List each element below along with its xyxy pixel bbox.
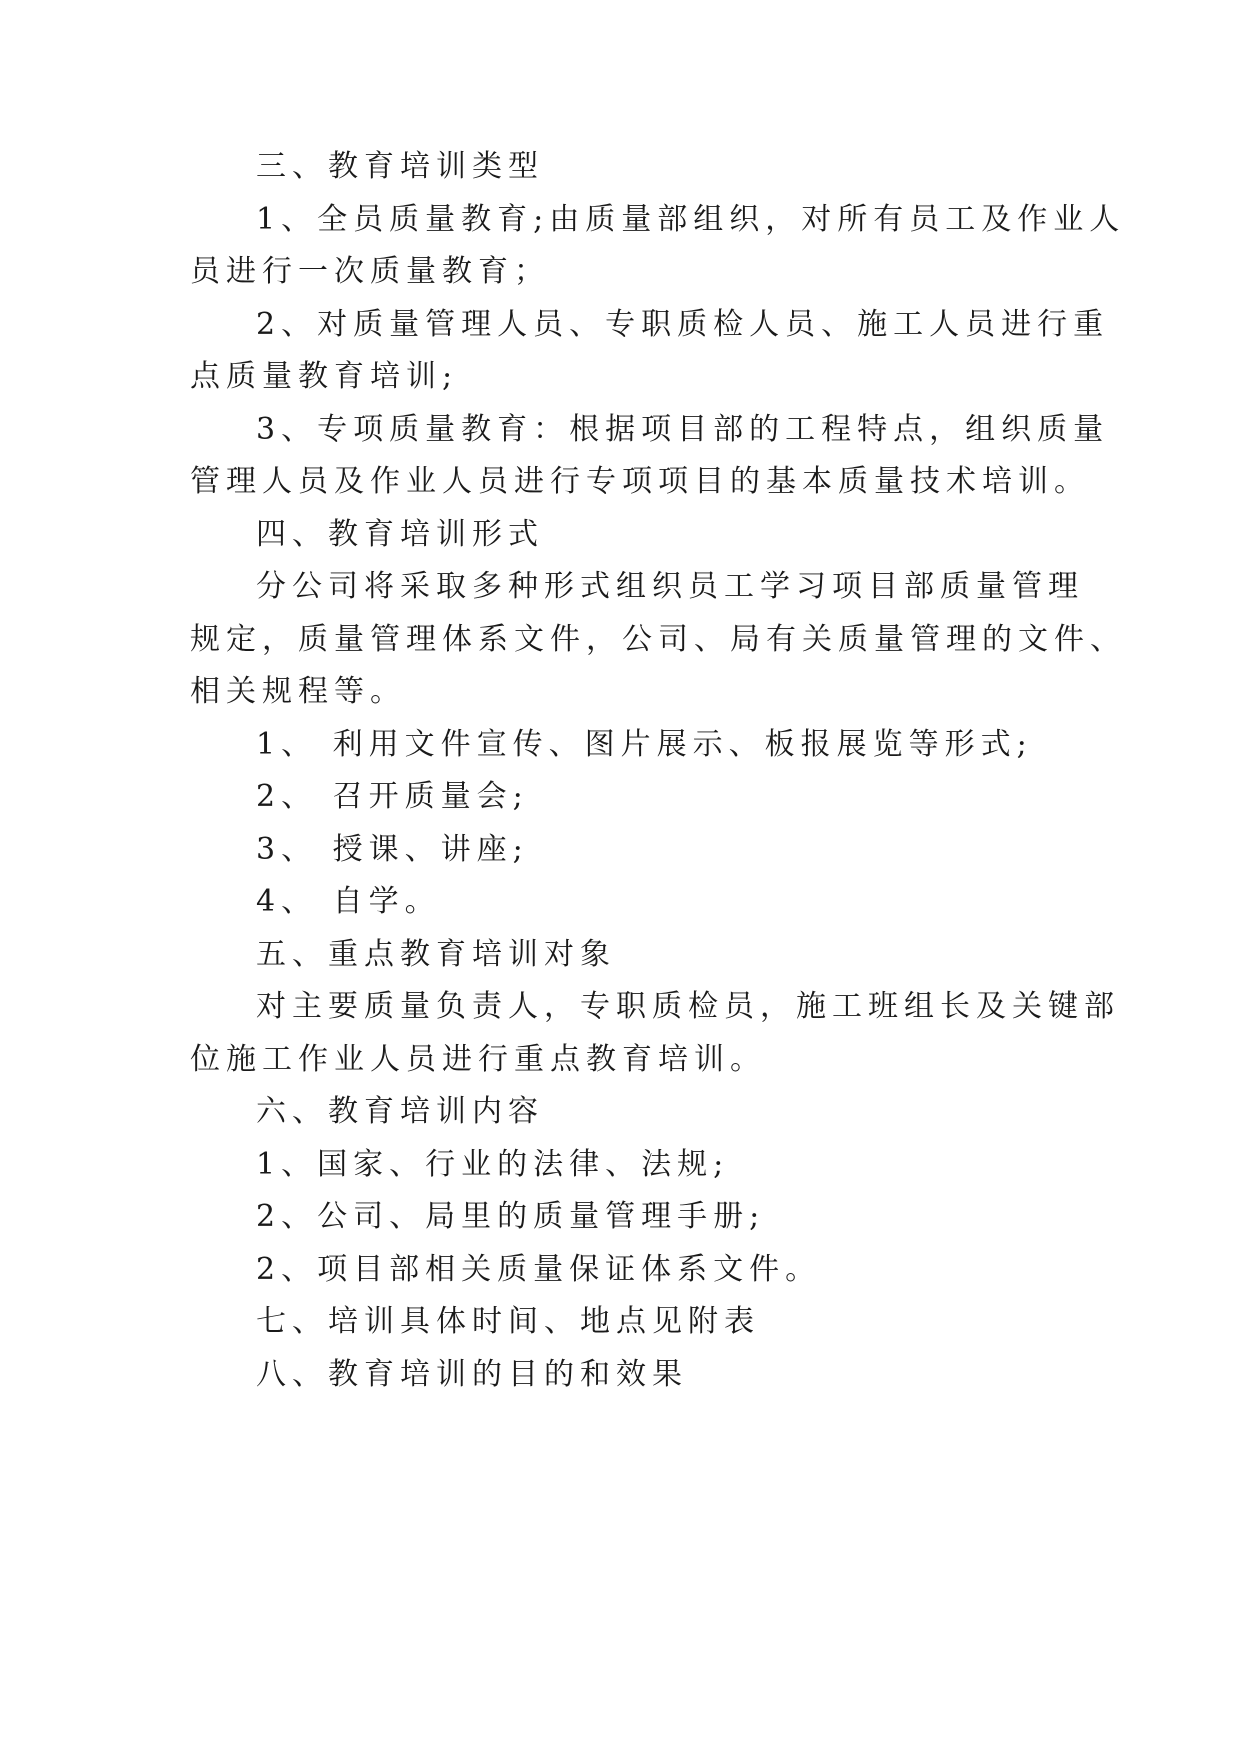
paragraph-line: 相关规程等。 [190,674,406,709]
paragraph-line: 员进行一次质量教育； [190,254,550,289]
list-item: 2、 召开质量会; [256,779,529,814]
list-item: 2、项目部相关质量保证体系文件。 [256,1252,822,1287]
paragraph-line: 位施工作业人员进行重点教育培训。 [190,1042,766,1077]
section-heading: 三、教育培训类型 [256,149,544,184]
paragraph-line: 对主要质量负责人，专职质检员，施工班组长及关键部 [256,989,1120,1024]
paragraph-line: 2、对质量管理人员、专职质检人员、施工人员进行重 [256,307,1110,342]
paragraph-line: 分公司将采取多种形式组织员工学习项目部质量管理 [256,569,1084,604]
list-item: 2、公司、局里的质量管理手册; [256,1199,766,1234]
section-heading: 七、培训具体时间、地点见附表 [256,1304,760,1339]
section-heading: 五、重点教育培训对象 [256,937,616,972]
list-item: 1、国家、行业的法律、法规; [256,1147,730,1182]
paragraph-line: 1、全员质量教育;由质量部组织，对所有员工及作业人 [256,202,1126,237]
paragraph-line: 管理人员及作业人员进行专项项目的基本质量技术培训。 [190,464,1090,499]
paragraph-line: 点质量教育培训; [190,359,459,394]
list-item: 4、 自学。 [256,884,441,919]
list-item: 1、 利用文件宣传、图片展示、板报展览等形式; [256,727,1033,762]
list-item: 3、 授课、讲座; [256,832,529,867]
section-heading: 四、教育培训形式 [256,517,544,552]
section-heading: 八、教育培训的目的和效果 [256,1357,688,1392]
paragraph-line: 3、专项质量教育：根据项目部的工程特点，组织质量 [256,412,1110,447]
section-heading: 六、教育培训内容 [256,1094,544,1129]
paragraph-line: 规定，质量管理体系文件，公司、局有关质量管理的文件、 [190,622,1126,657]
